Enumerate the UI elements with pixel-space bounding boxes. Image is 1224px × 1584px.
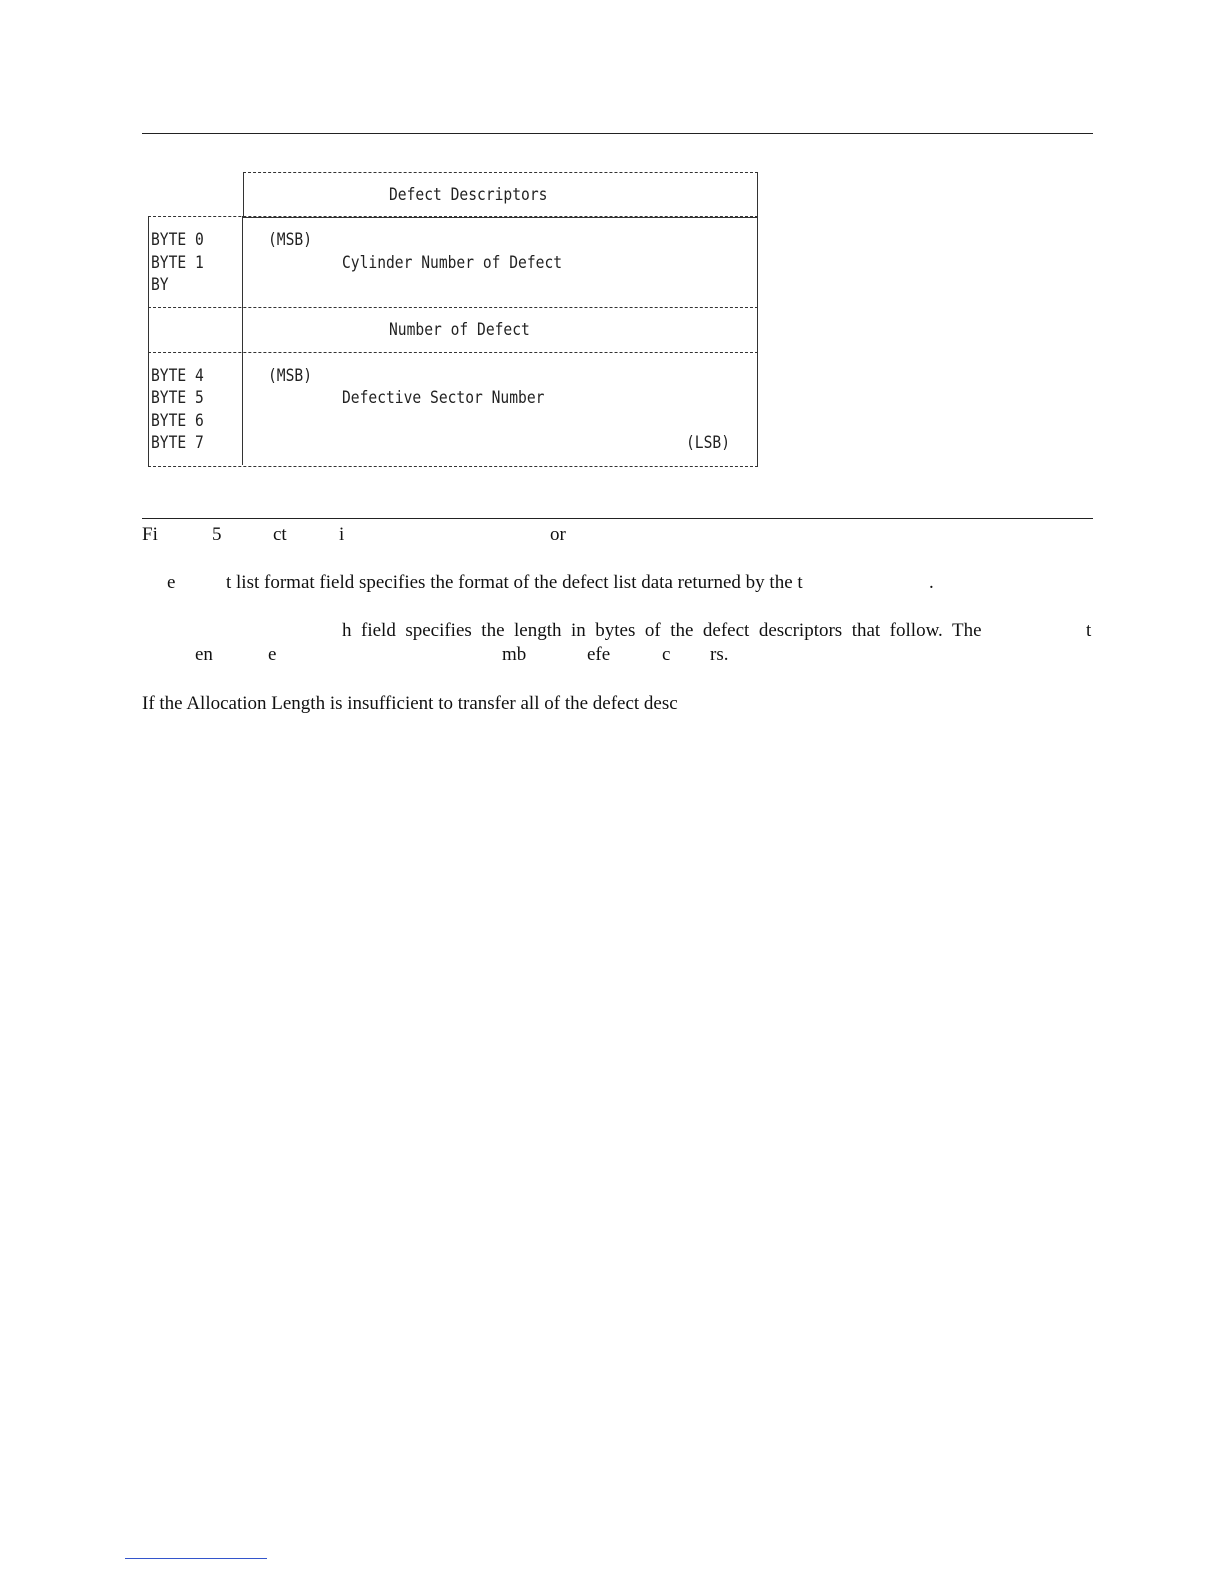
msb-label: (MSB): [268, 366, 313, 386]
byte-label: BYTE 6: [151, 411, 204, 431]
text-fragment: mb: [502, 644, 527, 665]
byte-label: BYTE 4: [151, 366, 204, 386]
text-fragment: t: [1086, 620, 1092, 641]
number-of-defect-label: Number of Defect: [389, 320, 530, 340]
text-fragment: h field specifies the length in bytes of the defect descriptors that follow. The: [342, 620, 982, 641]
text-fragment: rs.: [710, 644, 729, 665]
lsb-label: (LSB): [686, 433, 731, 453]
top-rule: [142, 133, 1093, 134]
paragraph-allocation-length: If the Allocation Length is insufficient to transfer all of the defect desc: [142, 693, 678, 714]
sector-field-label: Defective Sector Number: [342, 388, 545, 408]
byte-label: BYTE 0: [151, 230, 204, 250]
text-fragment: efe: [587, 644, 611, 665]
caption-fragment: or: [550, 524, 566, 545]
byte-label: BYTE 7: [151, 433, 204, 453]
byte-column-divider: [242, 216, 243, 465]
text-fragment: en: [195, 644, 213, 665]
figure-header: Defect Descriptors: [389, 185, 548, 205]
msb-label: (MSB): [268, 230, 313, 250]
byte-label: BYTE 1: [151, 253, 204, 273]
caption-fragment: ct: [273, 524, 287, 545]
caption-fragment: i: [339, 524, 345, 545]
byte-label: BY: [151, 275, 169, 295]
row-divider-1: [148, 307, 758, 308]
row-divider-2: [148, 352, 758, 353]
caption-fragment: 5: [212, 524, 222, 545]
footer-link-underline[interactable]: [125, 1558, 267, 1559]
text-fragment: e: [268, 644, 277, 665]
byte-label: BYTE 5: [151, 388, 204, 408]
text-fragment: c: [662, 644, 671, 665]
text-fragment: e: [167, 572, 176, 593]
caption-fragment: Fi: [142, 524, 158, 545]
caption-rule: [142, 518, 1093, 519]
cylinder-field-label: Cylinder Number of Defect: [342, 253, 563, 273]
text-fragment: .: [929, 572, 934, 593]
text-fragment: t list format field specifies the format of the defect list data returned by the t: [226, 572, 803, 593]
